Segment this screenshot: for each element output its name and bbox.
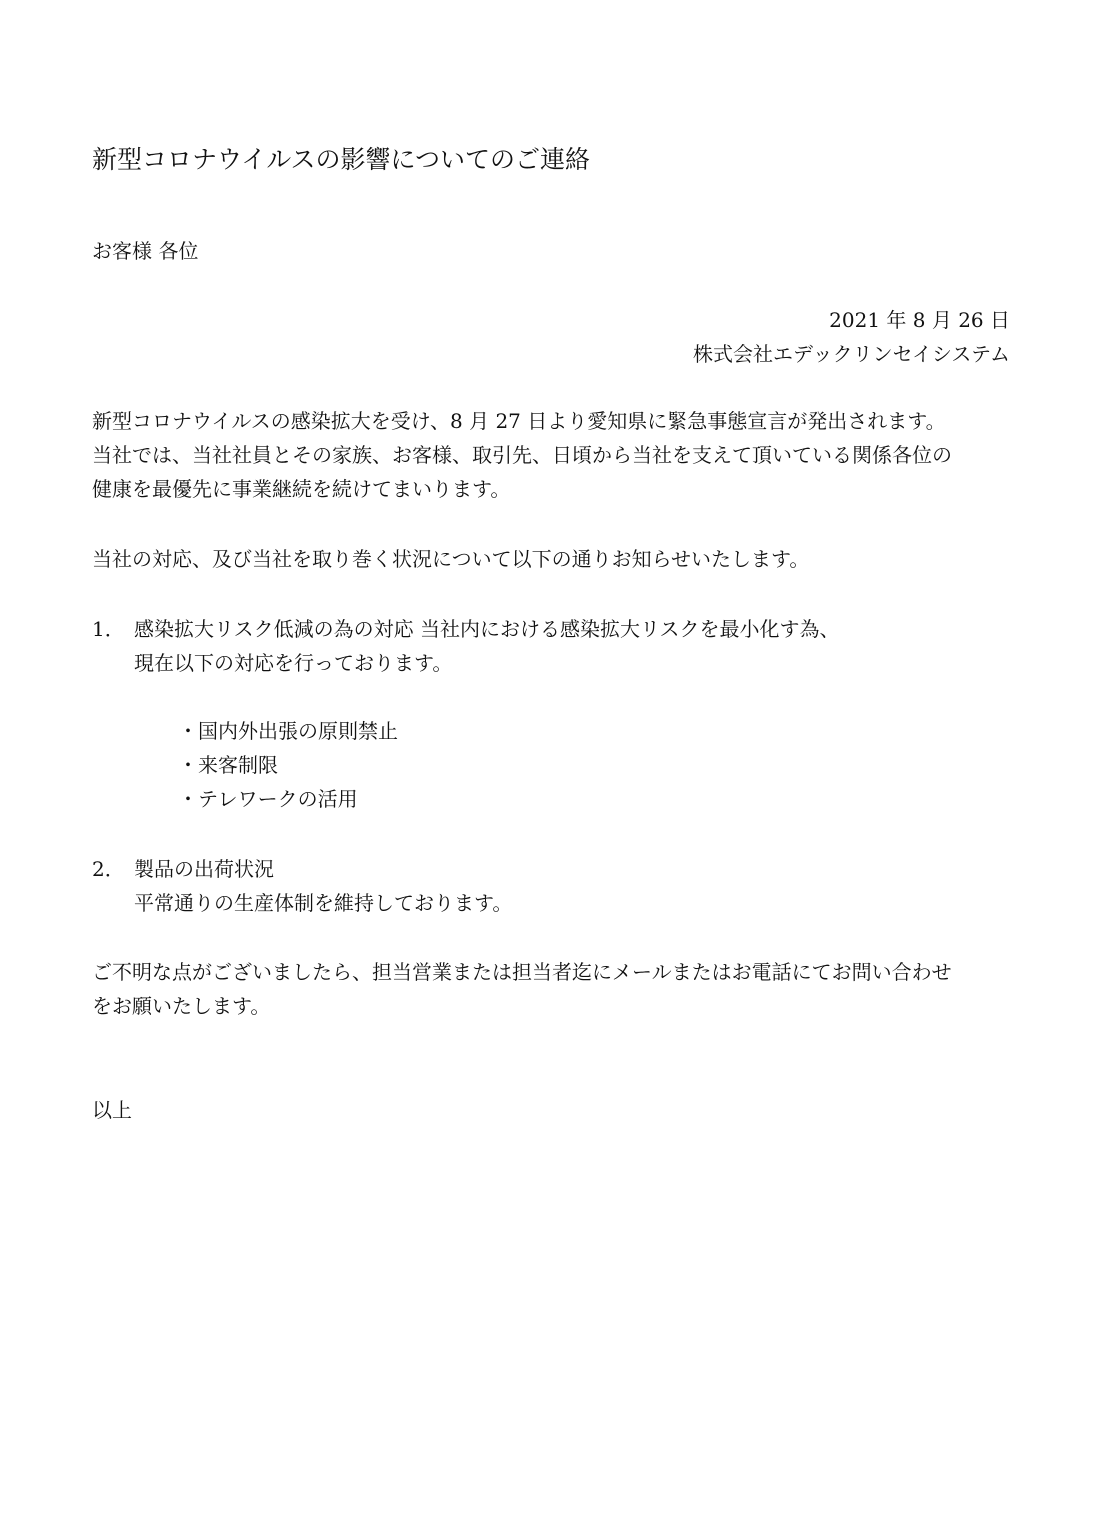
- section-heading: 感染拡大リスク低減の為の対応 当社内における感染拡大リスクを最小化す為、: [134, 617, 840, 641]
- section-body: 現在以下の対応を行っております。: [134, 651, 453, 675]
- section-heading: 製品の出荷状況: [134, 857, 274, 881]
- intro-line: 新型コロナウイルスの感染拡大を受け、8 月 27 日より愛知県に緊急事態宣言が発出されます。: [92, 409, 946, 433]
- notice-paragraph: 当社の対応、及び当社を取り巻く状況について以下の通りお知らせいたします。: [92, 547, 810, 571]
- contact-paragraph: [92, 955, 952, 1023]
- contact-line: をお願いたします。: [92, 994, 271, 1018]
- section-number: 2．: [92, 857, 125, 881]
- addressee: お客様 各位: [92, 239, 199, 263]
- sender-block: [693, 303, 1010, 371]
- company-name: 株式会社エデックリンセイシステム: [693, 342, 1010, 366]
- section-number: 1．: [92, 617, 125, 641]
- measures-list: [178, 714, 398, 816]
- intro-line: 当社では、当社社員とその家族、お客様、取引先、日頃から当社を支えて頂いている関係各位の: [92, 443, 952, 467]
- closing-remark: 以上: [92, 1098, 132, 1122]
- intro-line: 健康を最優先に事業継続を続けてまいります。: [92, 477, 511, 501]
- contact-line: ご不明な点がございましたら、担当営業または担当者迄にメールまたはお電話にてお問い合わせ: [92, 960, 952, 984]
- list-item: ・国内外出張の原則禁止: [178, 719, 398, 743]
- section-body: 平常通りの生産体制を維持しております。: [134, 891, 513, 915]
- date: 2021 年 8 月 26 日: [829, 308, 1010, 332]
- intro-paragraph: [92, 404, 952, 506]
- list-item: ・来客制限: [178, 753, 278, 777]
- section-2: [92, 852, 512, 920]
- list-item: ・テレワークの活用: [178, 787, 358, 811]
- section-1: [92, 612, 840, 680]
- document-title: 新型コロナウイルスの影響についてのご連絡: [92, 145, 591, 174]
